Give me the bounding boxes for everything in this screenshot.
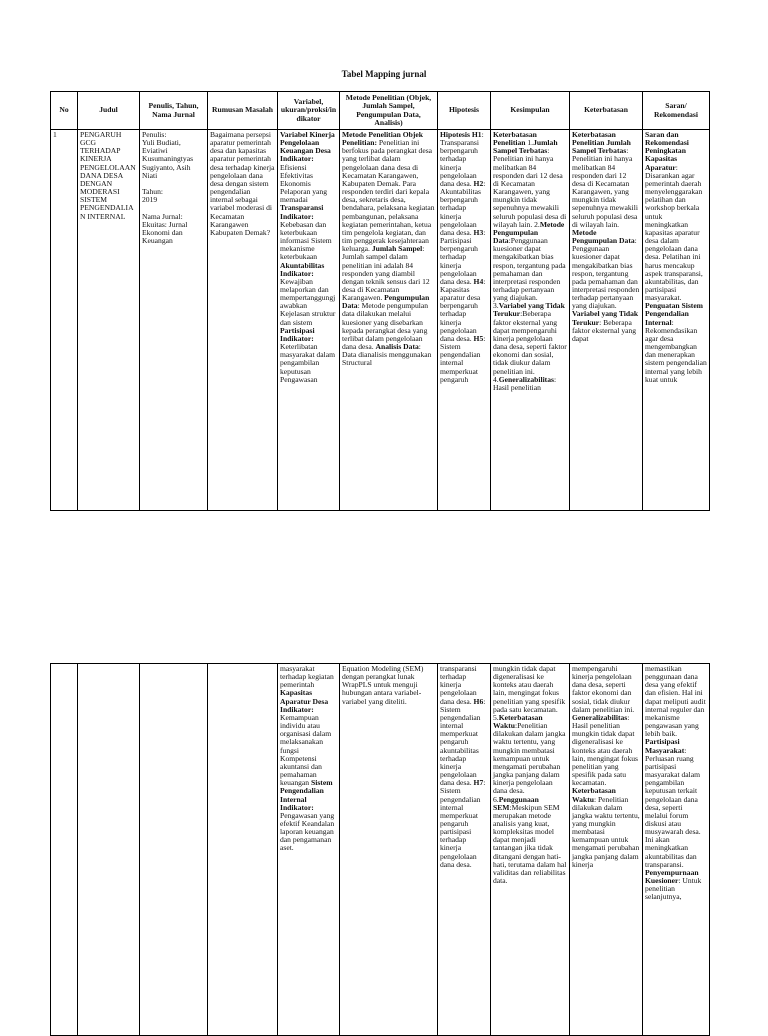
mapping-table-page-2 [50,663,710,1036]
header-judul: Judul [78,92,140,130]
journal-label: Nama Jurnal: [142,211,183,221]
cell-rumusan-cont [208,664,278,1036]
cell-penulis-cont [140,664,208,1036]
cell-saran: Saran dan Rekomendasi Peningkatan Kapasitas Aparatur: Disarankan agar pemerintah daerah menyelenggarakan pelatihan dan workshop berkala untuk meningkatkan kapasitas aparatur desa dalam pengelolaan dana desa. Pelatihan ini harus mencakup aspek transparansi, akuntabilitas, dan partisipasi masyarakat. Penguatan Sistem Pengendalian Internal: Rekomendasikan agar desa mengembangkan dan menerapkan sistem pengendalian internal yang lebih kuat untuk [643,130,710,511]
year-label: Tahun: [142,187,163,197]
cell-hipotesis-cont: transparansi terhadap kinerja pengelolaan dana desa. H6: Sistem pengendalian internal memperkuat pengaruh akuntabilitas terhadap kinerja pengelolaan dana desa. H7: Sistem pengendalian internal memperkuat pengaruh partisipasi terhadap kinerja pengelolaan dana desa. [438,664,491,1036]
header-penulis: Penulis, Tahun, Nama Jurnal [140,92,208,130]
year: 2019 [142,195,158,205]
cell-saran-cont: memastikan penggunaan dana desa yang efektif dan efisien. Hal ini dapat meliputi audit internal reguler dan mekanisme pengawasan yang lebih baik. Partisipasi Masyarakat: Perluasan ruang partisipasi masyarakat dalam pengambilan keputusan terkait pengelolaan dana desa, seperti melalui forum diskusi atau musyawarah desa. Ini akan meningkatkan akuntabilitas dan transparansi. Penyempurnaan Kuesioner: Untuk penelitian selanjutnya, [643,664,710,1036]
header-keterbatasan: Keterbatasan [570,92,643,130]
journal: Ekuitas: Jurnal Ekonomi dan Keuangan [142,219,188,246]
header-no: No [51,92,78,130]
mapping-table-page-1 [50,91,710,511]
cell-metode-cont: Equation Modeling (SEM) dengan perangkat lunak WrapPLS untuk menguji hubungan antara variabel-variabel yang diteliti. [340,664,438,1036]
cell-rumusan: Bagaimana persepsi aparatur pemerintah desa dan kapasitas aparatur pemerintah desa terhadap kinerja pengelolaan dana desa dengan sistem pengendalian internal sebagai variabel moderasi di Kecamatan Karangawen Kabupaten Demak? [208,130,278,511]
cell-no: 1 [51,130,78,511]
cell-kesimpulan-cont: mungkin tidak dapat digeneralisasi ke konteks atau daerah lain, mengingat fokus penelitian yang spesifik pada satu kecamatan. 5.Keterbatasan Waktu:Penelitian dilakukan dalam jangka waktu tertentu, yang mungkin membatasi kemampuan untuk mengamati perubahan jangka panjang dalam kinerja pengelolaan dana desa. 6.Penggunaan SEM:Meskipun SEM merupakan metode analisis yang kuat, kompleksitas model dapat menjadi tantangan jika tidak ditangani dengan hati-hati, terutama dalam hal validitas dan reliabilitas data. [491,664,570,1036]
cell-no-cont [51,664,78,1036]
cell-variabel-cont: masyarakat terhadap kegiatan pemerintah Kapasitas Aparatur Desa Indikator: Kemampuan individu atau organisasi dalam melaksanakan fungsi Kompetensi akuntansi dan pemahaman keuangan Sistem Pengendalian Internal Indikator: Pengawasan yang efektif Keandalan laporan keuangan dan pengamanan aset. [278,664,340,1036]
table-row [51,664,710,1036]
header-kesimpulan: Kesimpulan [491,92,570,130]
cell-hipotesis: Hipotesis H1: Transparansi berpengaruh terhadap kinerja pengelolaan dana desa. H2: Akuntabilitas berpengaruh terhadap kinerja pengelolaan dana desa. H3: Partisipasi berpengaruh terhadap kinerja pengelolaan dana desa. H4: Kapasitas aparatur desa berpengaruh terhadap kinerja pengelolaan dana desa. H5: Sistem pengendalian internal memperkuat pengaruh [438,130,491,511]
header-metode: Metode Penelitian (Objek, Jumlah Sampel, Pengumpulan Data, Analisis) [340,92,438,130]
header-hipotesis: Hipotesis [438,92,491,130]
cell-metode: Metode Penelitian Objek Penelitian: Penelitian ini berfokus pada perangkat desa yang terlibat dalam pengelolaan dana desa di Kecamatan Karangawen, Kabupaten Demak. Para responden terdiri dari kepala desa, sekretaris desa, bendahara, pelaksana kegiatan pembangunan, pelaksana kegiatan pemerintahan, ketua tim pengelola kegiatan, dan tim penggerak kesejahteraan keluarga. Jumlah Sampel: Jumlah sampel dalam penelitian ini adalah 84 responden yang diambil dengan teknik sensus dari 12 desa di Kecamatan Karangawen. Pengumpulan Data: Metode pengumpulan data dilakukan melalui kuesioner yang disebarkan kepada perangkat desa yang terlibat dalam pengelolaan dana desa. Analisis Data: Data dianalisis menggunakan Structural [340,130,438,511]
cell-variabel: Variabel Kinerja Pengelolaan Keuangan Desa Indikator: Efisiensi Efektivitas Ekonomis Pelaporan yang memadai Transparansi Indikator: Kebebasan dan keterbukaan informasi Sistem mekanisme keterbukaan Akuntabilitas Indikator: Kewajiban melaporkan dan mempertanggungjawabkan Kejelasan struktur dan sistem Partisipasi Indikator: Keterlibatan masyarakat dalam pengambilan keputusan Pengawasan [278,130,340,511]
cell-keterbatasan: Keterbatasan Penelitian Jumlah Sampel Terbatas: Penelitian ini hanya melibatkan 84 responden dari 12 desa di Kecamatan Karangawen, yang mungkin tidak sepenuhnya mewakili seluruh populasi desa di wilayah lain. Metode Pengumpulan Data: Penggunaan kuesioner dapat mengakibatkan bias respon, tergantung pada pemahaman dan interpretasi responden terhadap pertanyaan yang diajukan. Variabel yang Tidak Terukur: Beberapa faktor eksternal yang dapat [570,130,643,511]
cell-keterbatasan-cont: mempengaruhi kinerja pengelolaan dana desa, seperti faktor ekonomi dan sosial, tidak diukur dalam penelitian ini. Generalizabilitas: Hasil penelitian mungkin tidak dapat digeneralisasi ke konteks atau daerah lain, mengingat fokus penelitian yang spesifik pada satu kecamatan. Keterbatasan Waktu: Penelitian dilakukan dalam jangka waktu tertentu, yang mungkin membatasi kemampuan untuk mengamati perubahan jangka panjang dalam kinerja [570,664,643,1036]
cell-penulis [140,130,208,511]
authors-label: Penulis: [142,130,167,139]
table-row [51,130,710,511]
header-saran: Saran/ Rekomendasi [643,92,710,130]
cell-judul-cont [78,664,140,1036]
header-variabel: Variabel, ukuran/proksi/indikator [278,92,340,130]
authors: Yuli Budiati, Eviatiwi Kusumaningtyas Sugiyanto, Asih Niati [142,138,194,180]
cell-kesimpulan: Keterbatasan Penelitian 1.Jumlah Sampel Terbatas: Penelitian ini hanya melibatkan 84 responden dari 12 desa di Kecamatan Karangawen, yang mungkin tidak sepenuhnya mewakili seluruh populasi desa di wilayah lain. 2.Metode Pengumpulan Data:Penggunaan kuesioner dapat mengakibatkan bias respon, tergantung pada pemahaman dan interpretasi responden terhadap pertanyaan yang diajukan. 3.Variabel yang Tidak Terukur:Beberapa faktor eksternal yang dapat mempengaruhi kinerja pengelolaan dana desa, seperti faktor ekonomi dan sosial, tidak diukur dalam penelitian ini. 4.Generalizabilitas: Hasil penelitian [491,130,570,511]
page-title: Tabel Mapping jurnal [341,69,427,79]
header-rumusan: Rumusan Masalah [208,92,278,130]
cell-judul: PENGARUH GCG TERHADAP KINERJA PENGELOLAAN DANA DESA DENGAN MODERASI SISTEM PENGENDALIAN INTERNAL [78,130,140,511]
